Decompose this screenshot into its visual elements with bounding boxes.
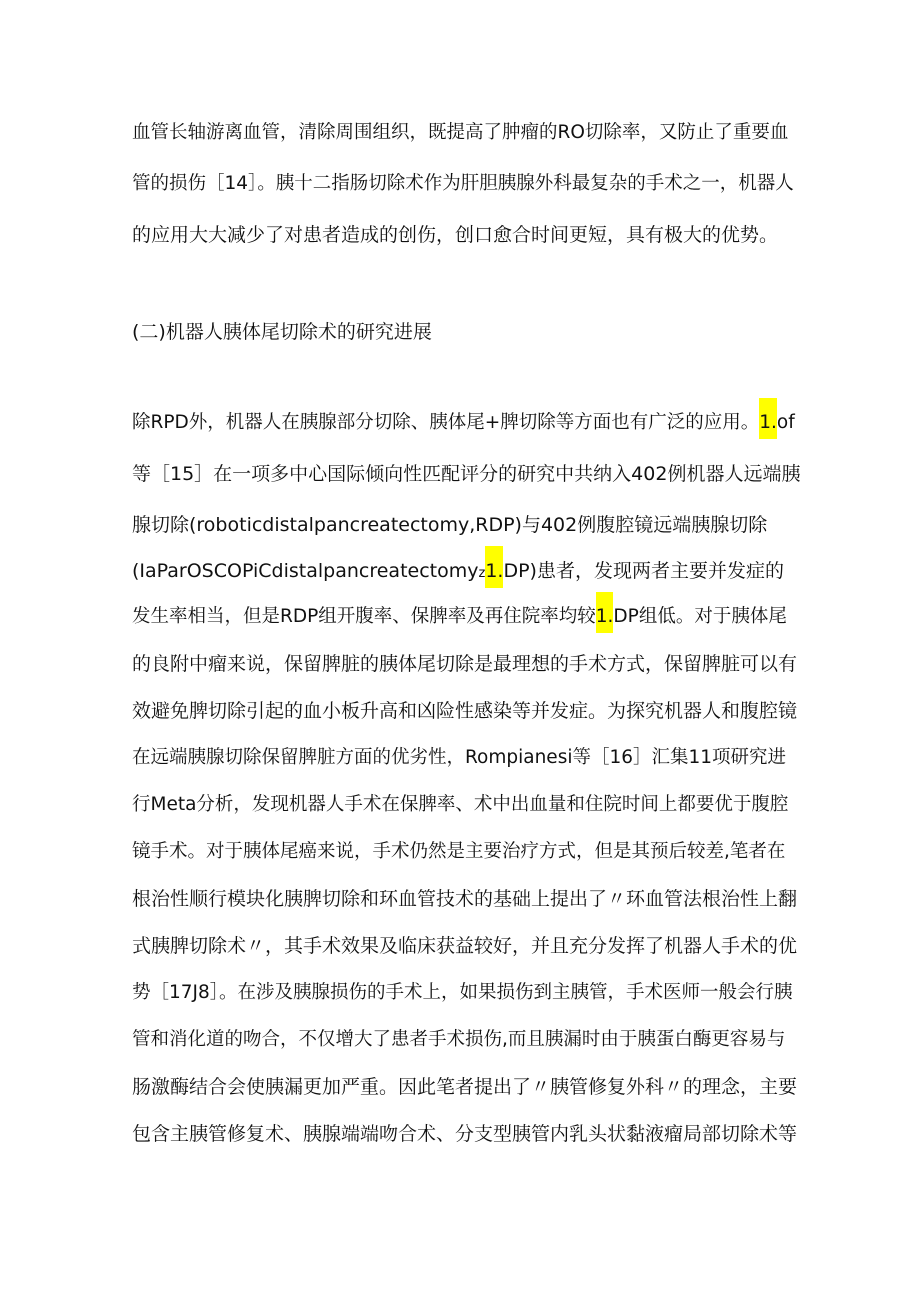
highlighted-text: 1. — [485, 546, 503, 588]
text-run: DP)患者，发现两者主要并发症的 — [503, 560, 784, 582]
text-line: 等［15］在一项多中心国际倾向性匹配评分的研究中共纳入402例机器人远端胰 — [132, 463, 801, 485]
text-line: 管的损伤［14］。胰十二指肠切除术作为肝胆胰腺外科最复杂的手术之一，机器人 — [132, 173, 794, 194]
text-line: 的良附中瘤来说，保留脾脏的胰体尾切除是最理想的手术方式，保留脾脏可以有 — [132, 653, 798, 675]
text-line: 血管长轴游离血管，清除周围组织，既提高了肿瘤的RO切除率，又防止了重要血 — [132, 122, 789, 143]
text-line: 在远端胰腺切除保留脾脏方面的优劣性，Rompianesi等［16］汇集11项研究进 — [132, 747, 787, 768]
subscript-text: z — [478, 566, 486, 581]
text-line — [132, 554, 802, 588]
section-heading: (二)机器人胰体尾切除术的研究进展 — [132, 321, 432, 343]
text-run: DP组低。对于胰体尾 — [613, 606, 787, 627]
text-line — [132, 406, 802, 440]
text-line: 根治性顺行模块化胰脾切除和环血管技术的基础上提出了〃环血管法根治性上翻 — [132, 888, 798, 910]
text-line: 管和消化道的吻合，不仅增大了患者手术损伤,而且胰漏时由于胰蛋白酶更容易与 — [132, 1029, 786, 1050]
text-line: 行Meta分析，发现机器人手术在保脾率、术中出血量和住院时间上都要优于腹腔 — [132, 794, 789, 815]
text-line: 势［17J8］。在涉及胰腺损伤的手术上，如果损伤到主胰管，手术医师一般会行胰 — [132, 982, 793, 1003]
highlighted-text: 1. — [596, 592, 614, 633]
text-line — [132, 600, 802, 634]
text-line: 镜手术。对于胰体尾癌来说，手术仍然是主要治疗方式，但是其预后较差,笔者在 — [132, 841, 786, 862]
text-run: 发生率相当，但是RDP组开腹率、保脾率及再住院率均较 — [132, 606, 596, 627]
text-line: 肠激酶结合会使胰漏更加严重。因此笔者提出了〃胰管修复外科〃的理念，主要 — [132, 1076, 798, 1098]
text-run: (IaParOSCOPiCdistalpancreatectomy — [132, 560, 479, 582]
text-line: 包含主胰管修复术、胰腺端端吻合术、分支型胰管内乳头状黏液瘤局部切除术等 — [132, 1123, 798, 1145]
text-line: 效避免脾切除引起的血小板升高和凶险性感染等并发症。为探究机器人和腹腔镜 — [132, 700, 798, 722]
text-line: 式胰脾切除术〃，其手术效果及临床获益较好，并且充分发挥了机器人手术的优 — [132, 935, 798, 957]
text-line: 的应用大大减少了对患者造成的创伤，创口愈合时间更短，具有极大的优势。 — [132, 224, 779, 246]
text-run: 除RPD外，机器人在胰腺部分切除、胰体尾+脾切除等方面也有广泛的应用。 — [132, 412, 760, 433]
text-line: 腺切除(roboticdistalpancreatectomy,RDP)与402例腹腔镜远端胰腺切除 — [132, 514, 768, 536]
text-run: of — [776, 412, 795, 433]
highlighted-text: 1. — [759, 398, 777, 439]
